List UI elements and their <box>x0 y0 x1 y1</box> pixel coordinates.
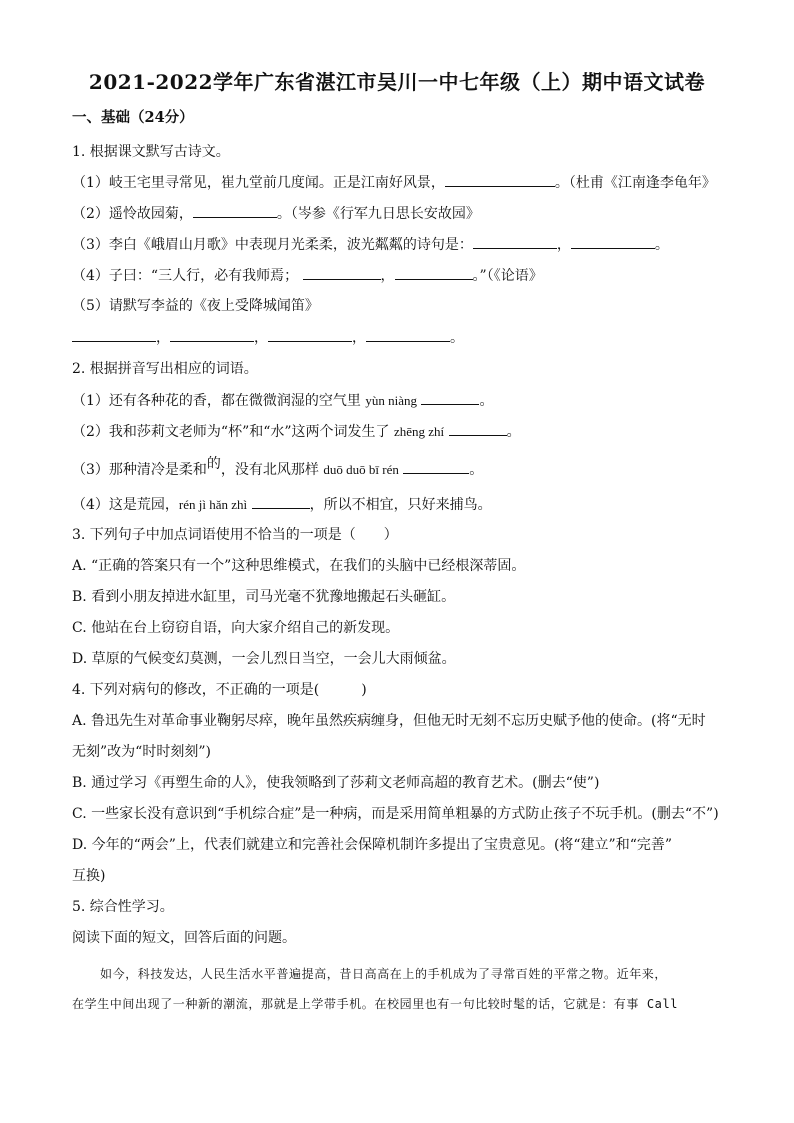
comma: ， <box>380 268 395 284</box>
answer-blank[interactable] <box>366 327 450 342</box>
q4-option-c: C. 一些家长没有意识到“手机综合症”是一种病，而是采用简单粗暴的方式防止孩子不玩手机。(删去“不”) <box>72 806 719 822</box>
q2-part1 <box>72 390 493 411</box>
q4-option-d: D. 今年的“两会”上，代表们就建立和完善社会保障机制许多提出了宝贵意见。(将“建立”和“完善” <box>72 837 673 853</box>
q2-part3 <box>72 456 484 480</box>
q1-part4-text: （4）子曰：“三人行，必有我师焉； <box>72 268 299 284</box>
q1-part2-source: 。（岑参《行军九日思长安故园》 <box>276 206 480 222</box>
answer-blank[interactable] <box>268 327 352 342</box>
answer-blank[interactable] <box>395 265 473 280</box>
q1-part3-text: （3）李白《峨眉山月歌》中表现月光柔柔，波光粼粼的诗句是： <box>72 237 473 253</box>
comma: ， <box>556 237 571 253</box>
answer-blank[interactable] <box>421 390 479 405</box>
period: 。 <box>479 393 494 409</box>
q1-part4-source: 。”（《论语》 <box>472 268 543 284</box>
q3-option-a: A. “正确的答案只有一个”这种思维模式，在我们的头脑中已经根深蒂固。 <box>72 558 526 574</box>
pinyin: rén jì hǎn zhì <box>178 497 248 512</box>
answer-blank[interactable] <box>403 459 469 474</box>
period: 。 <box>469 462 484 478</box>
q1-stem: 1. 根据课文默写古诗文。 <box>72 144 230 160</box>
period: 。 <box>450 330 464 346</box>
period: 。 <box>654 237 669 253</box>
pinyin: zhēng zhí <box>394 424 445 439</box>
q1-part5: （5）请默写李益的《夜上受降城闻笛》 <box>72 298 319 314</box>
q2-part4-text: （4）这是荒园， <box>72 497 179 513</box>
answer-blank[interactable] <box>445 172 555 187</box>
pinyin: yùn niàng <box>365 393 417 408</box>
answer-blank[interactable] <box>449 421 507 436</box>
comma: ， <box>156 330 170 346</box>
q3-option-b: B. 看到小朋友掉进水缸里，司马光毫不犹豫地搬起石头砸缸。 <box>72 589 456 605</box>
q5-stem: 5. 综合性学习。 <box>72 899 174 915</box>
q1-part5-blanks <box>72 327 464 348</box>
answer-blank[interactable] <box>170 327 254 342</box>
q1-part2 <box>72 203 480 224</box>
q4-option-a: A. 鲁迅先生对革命事业鞠躬尽瘁，晚年虽然疾病缠身，但他无时无刻不忘历史赋予他的使命。(将“无时 <box>72 713 706 729</box>
answer-blank[interactable] <box>252 494 310 509</box>
q4-option-b: B. 通过学习《再塑生命的人》，使我领略到了莎莉文老师高超的教育艺术。(删去“使”) <box>72 775 600 791</box>
q4-option-a-cont: 无刻”改为“时时刻刻”) <box>72 744 211 760</box>
answer-blank[interactable] <box>72 327 156 342</box>
q1-part3 <box>72 234 669 255</box>
q2-part3-text: （3）那种清冷是柔和 <box>72 462 207 478</box>
q1-part4 <box>72 265 543 286</box>
q3-option-d: D. 草原的气候变幻莫测，一会儿烈日当空，一会儿大雨倾盆。 <box>72 651 456 667</box>
q5-passage-line2: 在学生中间出现了一种新的潮流，那就是上学带手机。在校园里也有一句比较时髦的话，它就是：有事 Call <box>72 997 679 1011</box>
answer-blank[interactable] <box>193 203 277 218</box>
exam-title: 2021-2022学年广东省湛江市吴川一中七年级（上）期中语文试卷 <box>88 70 706 94</box>
q1-part2-text: （2）遥怜故园菊， <box>72 206 193 222</box>
q1-part1-text: （1）岐王宅里寻常见，崔九堂前几度闻。正是江南好风景， <box>72 175 445 191</box>
comma: ， <box>254 330 268 346</box>
section-heading: 一、基础（24分） <box>72 109 194 126</box>
q2-part4 <box>72 494 492 515</box>
q2-part2-text: （2）我和莎莉文老师为“杯”和“水”这两个词发生了 <box>72 424 390 440</box>
q1-part1-source: 。（杜甫《江南逢李龟年》 <box>554 175 716 191</box>
pinyin: duō duō bī rén <box>323 462 399 477</box>
answer-blank[interactable] <box>473 234 557 249</box>
q3-stem: 3. 下列句子中加点词语使用不恰当的一项是（ ） <box>72 527 398 543</box>
comma: ， <box>352 330 366 346</box>
q2-part3-text-b: ，没有北风那样 <box>220 462 319 478</box>
q2-part3-raised-char: 的 <box>206 456 221 472</box>
answer-blank[interactable] <box>571 234 655 249</box>
q4-stem: 4. 下列对病句的修改，不正确的一项是( ) <box>72 682 367 698</box>
q2-part4-text-b: ，所以不相宜，只好来捕鸟。 <box>309 497 492 513</box>
q5-passage-line1: 如今，科技发达，人民生活水平普遍提高，昔日高高在上的手机成为了寻常百姓的平常之物。近年来， <box>100 967 668 981</box>
q1-part1 <box>72 172 716 193</box>
q2-stem: 2. 根据拼音写出相应的词语。 <box>72 361 258 377</box>
q3-option-c: C. 他站在台上窃窃自语，向大家介绍自己的新发现。 <box>72 620 400 636</box>
q2-part2 <box>72 421 521 442</box>
q2-part1-text: （1）还有各种花的香，都在微微润湿的空气里 <box>72 393 361 409</box>
q4-option-d-cont: 互换) <box>72 868 106 884</box>
period: 。 <box>506 424 521 440</box>
q5-intro: 阅读下面的短文，回答后面的问题。 <box>72 930 296 946</box>
answer-blank[interactable] <box>303 265 381 280</box>
